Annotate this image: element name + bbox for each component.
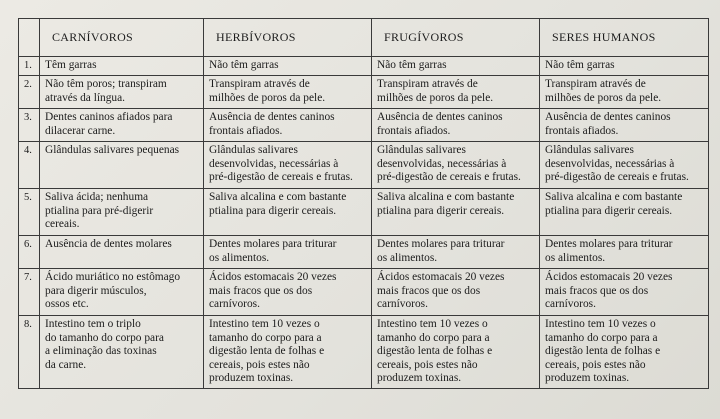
cell-carnivoros bbox=[40, 316, 204, 389]
cell-seres-humanos bbox=[540, 236, 709, 269]
table-row bbox=[19, 269, 709, 316]
row-number: 8. bbox=[19, 316, 40, 389]
cell-frugivoros bbox=[372, 109, 540, 142]
cell-text: Ausência de dentes caninos frontais afiados. bbox=[545, 111, 671, 137]
cell-seres-humanos bbox=[540, 109, 709, 142]
cell-carnivoros bbox=[40, 189, 204, 236]
cell-text: Ácidos estomacais 20 vezes mais fracos que os dos carnívoros. bbox=[209, 271, 337, 311]
cell-seres-humanos bbox=[540, 316, 709, 389]
cell-herbivoros bbox=[204, 316, 372, 389]
cell-text: Ácido muriático no estômago para digerir músculos, ossos etc. bbox=[45, 271, 181, 311]
cell-carnivoros bbox=[40, 57, 204, 76]
cell-text: Saliva alcalina e com bastante ptialina para digerir cereais. bbox=[377, 191, 515, 217]
cell-text: Não têm poros; transpiram através da língua. bbox=[45, 78, 167, 104]
cell-frugivoros bbox=[372, 142, 540, 189]
cell-seres-humanos bbox=[540, 189, 709, 236]
cell-text: Glândulas salivares desenvolvidas, necessárias à pré-digestão de cereais e frutas. bbox=[545, 144, 689, 184]
table-row bbox=[19, 316, 709, 389]
cell-text: Não têm garras bbox=[377, 59, 447, 71]
cell-herbivoros bbox=[204, 189, 372, 236]
cell-frugivoros bbox=[372, 57, 540, 76]
row-number: 4. bbox=[19, 142, 40, 189]
cell-text: Intestino tem 10 vezes o tamanho do corpo para a digestão lenta de folhas e cereais, pois estes não produzem toxinas. bbox=[209, 318, 325, 385]
table-row bbox=[19, 57, 709, 76]
cell-herbivoros bbox=[204, 142, 372, 189]
cell-seres-humanos bbox=[540, 57, 709, 76]
cell-herbivoros bbox=[204, 236, 372, 269]
table-row bbox=[19, 109, 709, 142]
cell-text: Têm garras bbox=[45, 59, 97, 71]
cell-text: Dentes caninos afiados para dilacerar carne. bbox=[45, 111, 173, 137]
cell-text: Glândulas salivares desenvolvidas, necessárias à pré-digestão de cereais e frutas. bbox=[209, 144, 353, 184]
row-number: 2. bbox=[19, 76, 40, 109]
cell-text: Não têm garras bbox=[209, 59, 279, 71]
row-number: 3. bbox=[19, 109, 40, 142]
cell-text: Não têm garras bbox=[545, 59, 615, 71]
cell-herbivoros bbox=[204, 269, 372, 316]
cell-text: Dentes molares para triturar os alimentos. bbox=[209, 238, 337, 264]
cell-seres-humanos bbox=[540, 142, 709, 189]
table-row bbox=[19, 189, 709, 236]
cell-text: Transpiram através de milhões de poros da pele. bbox=[209, 78, 326, 104]
cell-herbivoros bbox=[204, 109, 372, 142]
cell-text: Intestino tem o triplo do tamanho do corpo para a eliminação das toxinas da carne. bbox=[45, 318, 164, 371]
diet-comparison-table bbox=[18, 18, 709, 389]
cell-frugivoros bbox=[372, 76, 540, 109]
table-body bbox=[19, 57, 709, 389]
cell-text: Saliva ácida; nenhuma ptialina para pré-digerir cereais. bbox=[45, 191, 154, 231]
row-number: 1. bbox=[19, 57, 40, 76]
cell-text: Glândulas salivares pequenas bbox=[45, 144, 180, 156]
cell-seres-humanos bbox=[540, 269, 709, 316]
cell-carnivoros bbox=[40, 109, 204, 142]
cell-text: Dentes molares para triturar os alimentos. bbox=[545, 238, 673, 264]
header-frugivoros: FRUGÍVOROS bbox=[372, 19, 540, 57]
cell-herbivoros bbox=[204, 57, 372, 76]
cell-frugivoros bbox=[372, 236, 540, 269]
table-header bbox=[19, 19, 709, 57]
cell-text: Saliva alcalina e com bastante ptialina para digerir cereais. bbox=[209, 191, 347, 217]
header-number-column bbox=[19, 19, 40, 57]
cell-text: Ácidos estomacais 20 vezes mais fracos que os dos carnívoros. bbox=[377, 271, 505, 311]
cell-text: Ausência de dentes caninos frontais afiados. bbox=[377, 111, 503, 137]
table-row bbox=[19, 236, 709, 269]
cell-carnivoros bbox=[40, 142, 204, 189]
cell-text: Saliva alcalina e com bastante ptialina para digerir cereais. bbox=[545, 191, 683, 217]
row-number: 6. bbox=[19, 236, 40, 269]
header-herbivoros: HERBÍVOROS bbox=[204, 19, 372, 57]
table-row bbox=[19, 76, 709, 109]
cell-carnivoros bbox=[40, 76, 204, 109]
cell-text: Ausência de dentes caninos frontais afiados. bbox=[209, 111, 335, 137]
cell-frugivoros bbox=[372, 316, 540, 389]
cell-herbivoros bbox=[204, 76, 372, 109]
cell-seres-humanos bbox=[540, 76, 709, 109]
cell-frugivoros bbox=[372, 269, 540, 316]
row-number: 5. bbox=[19, 189, 40, 236]
cell-text: Ausência de dentes molares bbox=[45, 238, 172, 250]
cell-text: Transpiram através de milhões de poros da pele. bbox=[377, 78, 494, 104]
cell-text: Ácidos estomacais 20 vezes mais fracos que os dos carnívoros. bbox=[545, 271, 673, 311]
row-number: 7. bbox=[19, 269, 40, 316]
cell-text: Transpiram através de milhões de poros da pele. bbox=[545, 78, 662, 104]
cell-text: Glândulas salivares desenvolvidas, necessárias à pré-digestão de cereais e frutas. bbox=[377, 144, 521, 184]
header-carnivoros: CARNÍVOROS bbox=[40, 19, 204, 57]
cell-carnivoros bbox=[40, 269, 204, 316]
cell-text: Intestino tem 10 vezes o tamanho do corpo para a digestão lenta de folhas e cereais, pois estes não produzem toxinas. bbox=[377, 318, 493, 385]
cell-carnivoros bbox=[40, 236, 204, 269]
cell-text: Dentes molares para triturar os alimentos. bbox=[377, 238, 505, 264]
header-seres-humanos: SERES HUMANOS bbox=[540, 19, 709, 57]
cell-frugivoros bbox=[372, 189, 540, 236]
table-row bbox=[19, 142, 709, 189]
cell-text: Intestino tem 10 vezes o tamanho do corpo para a digestão lenta de folhas e cereais, pois estes não produzem toxinas. bbox=[545, 318, 661, 385]
